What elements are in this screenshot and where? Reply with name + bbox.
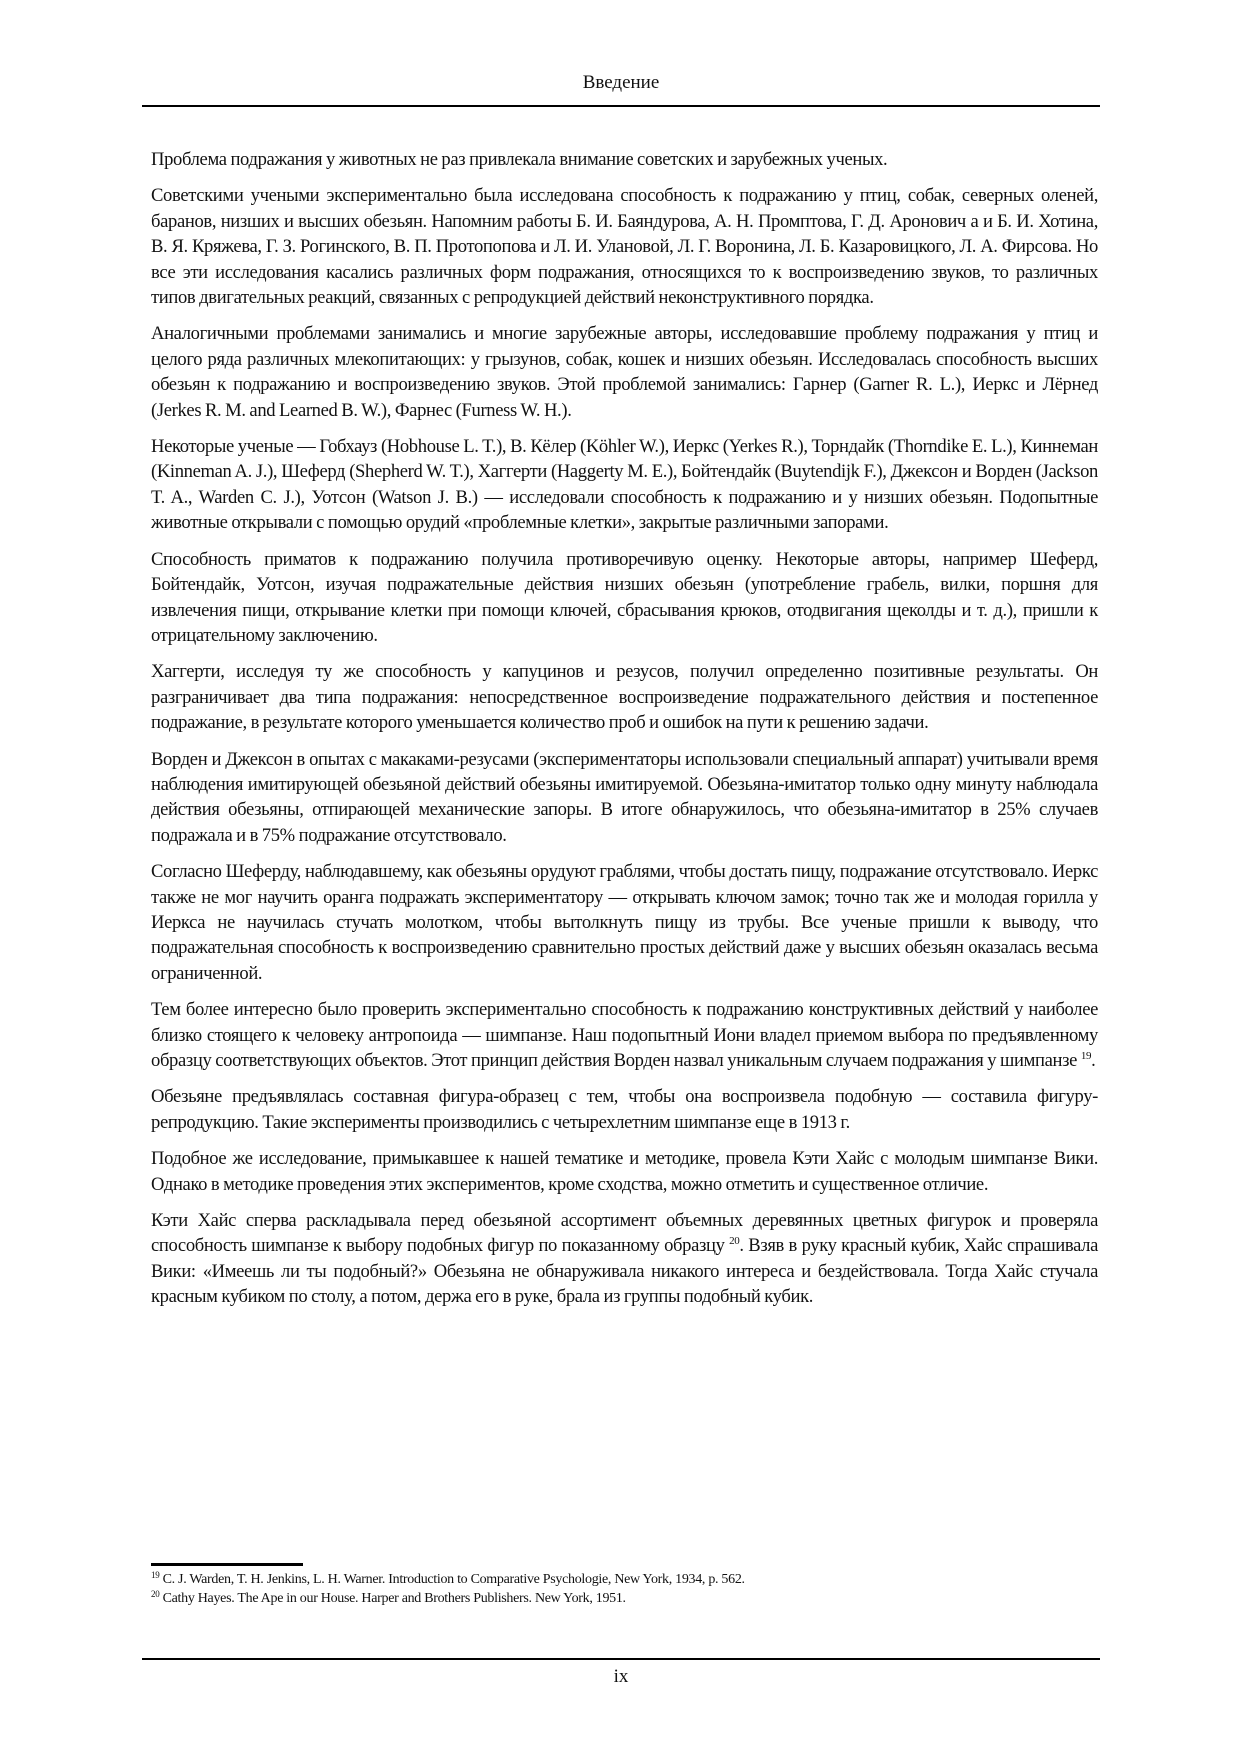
paragraph-text: Обезьяне предъявлялась составная фигура-образец с тем, чтобы она воспроизвела подобную — составила фигуру-репродукцию. Такие эксперименты производились с четырехлетним шимпанзе еще в 1913 г.: [151, 1086, 1098, 1133]
footnote-ref[interactable]: 19: [1080, 1050, 1092, 1062]
paragraph: [151, 1146, 1098, 1197]
paragraph-text: Тем более интересно было проверить экспериментально способность к подражанию конструктивных действий у наиболее близко стоящего к человеку антропоида — шимпанзе. Наш подопытный Иони владел приемом выбора по предъявленному образцу соответствующих объектов. Этот принцип действия Ворден назвал уникальным случаем подражания у шимпанзе: [151, 999, 1098, 1071]
paragraph: [151, 321, 1098, 423]
paragraph-text: Некоторые ученые — Гобхауз (Hobhouse L. T.), В. Кёлер (Köhler W.), Иеркс (Yerkes R.), Торндайк (Thorndike E. L.), Киннеман (Kinneman A. J.), Шеферд (Shepherd W. T.), Хаггерти (Haggerty M. E.), Бойтендайк (Buytendijk F.), Джексон и Ворден (Jackson T. A., Warden C. J.), Уотсон (Watson J. B.) — исследовали способность к подражанию и у низших обезьян. Подопытные животные открывали с помощью орудий «проблемные клетки», закрытые различными запорами.: [151, 436, 1098, 534]
header-rule: [142, 105, 1100, 107]
paragraph: [151, 997, 1098, 1073]
paragraph: [151, 547, 1098, 649]
paragraph-text: Согласно Шеферду, наблюдавшему, как обезьяны орудуют граблями, чтобы достать пищу, подражание отсутствовало. Иеркс также не мог научить оранга подражать экспериментатору — открывать ключом замок; точно так же и молодая горилла у Иеркса не научилась стучать молотком, чтобы вытолкнуть пищу из трубы. Все ученые пришли к выводу, что подражательная способность к воспроизведению сравнительно простых действий даже у высших обезьян оказалась весьма ограниченной.: [151, 861, 1098, 984]
paragraph-text-continued: .: [1091, 1050, 1096, 1071]
paragraph: [151, 859, 1098, 986]
paragraph-text: Подобное же исследование, примыкавшее к нашей тематике и методике, провела Кэти Хайс с молодым шимпанзе Вики. Однако в методике проведения этих экспериментов, кроме сходства, можно отметить и существенное отличие.: [151, 1148, 1098, 1195]
page-number: ix: [613, 1666, 629, 1687]
footnote-number: 19: [151, 1570, 160, 1580]
paragraph-text-continued: . Взяв в руку красный кубик, Хайс спрашивала Вики: «Имеешь ли ты подобный?» Обезьяна не обнаруживала никакого интереса и бездействовала. Тогда Хайс стучала красным кубиком по столу, а потом, держа его в руке, брала из группы подобный кубик.: [151, 1235, 1098, 1308]
footer-rule: [142, 1658, 1100, 1660]
paragraph-text: Советскими учеными экспериментально была исследована способность к подражанию у птиц, собак, северных оленей, баранов, низших и высших обезьян. Напомним работы Б. И. Баяндурова, А. Н. Промптова, Г. Д. Аронович а и Б. И. Хотина, В. Я. Кряжева, Г. З. Рогинского, В. П. Протопопова и Л. И. Улановой, Л. Г. Воронина, Л. Б. Казаровицкого, Л. А. Фирсова. Но все эти исследования касались различных форм подражания, относящихся то к воспроизведению звуков, то различных типов двигательных реакций, связанных с репродукцией действий неконструктивного порядка.: [151, 185, 1098, 309]
paragraph: [151, 183, 1098, 310]
footnote: [151, 1570, 745, 1589]
paragraph: [151, 659, 1098, 735]
paragraph-text: Хаггерти, исследуя ту же способность у капуцинов и резусов, получил определенно позитивные результаты. Он разграничивает два типа подражания: непосредственное воспроизведение подражательного действия и постепенное подражание, в результате которого уменьшается количество проб и ошибок на пути к решению задачи.: [151, 661, 1098, 734]
footnotes: [151, 1570, 745, 1608]
paragraph: [151, 1084, 1098, 1135]
paragraph-text: Ворден и Джексон в опытах с макаками-резусами (экспериментаторы использовали специальный аппарат) учитывали время наблюдения имитирующей обезьяной действий обезьяны имитируемой. Обезьяна-имитатор только одну минуту наблюдала действия обезьяны, отпирающей механические запоры. В итоге обнаружилось, что обезьяна-имитатор в 25% случаев подражала и в 75% подражание отсутствовало.: [151, 748, 1098, 846]
paragraph-text: Кэти Хайс сперва раскладывала перед обезьяной ассортимент объемных деревянных цветных фигурок и проверяла способность шимпанзе к выбору подобных фигур по показанному образцу: [151, 1210, 1098, 1257]
paragraph: [151, 434, 1098, 536]
footnote-text: Cathy Hayes. The Ape in our House. Harper and Brothers Publishers. New York, 1951.: [162, 1591, 626, 1606]
footnote-rule: [151, 1563, 303, 1566]
paragraph-text: Аналогичными проблемами занимались и многие зарубежные авторы, исследовавшие проблему подражания у птиц и целого ряда различных млекопитающих: у грызунов, собак, кошек и низших обезьян. Исследовалась способность высших обезьян к подражанию и воспроизведению звуков. Этой проблемой занимались: Гарнер (Garner R. L.), Иеркс и Лёрнед (Jerkes R. M. and Learned B. W.), Фарнес (Furness W. H.).: [151, 323, 1098, 421]
body-text: [151, 147, 1098, 1321]
footnote-text: C. J. Warden, T. H. Jenkins, L. H. Warner. Introduction to Comparative Psychologie, New York, 1934, p. 562.: [162, 1572, 745, 1587]
paragraph-text: Проблема подражания у животных не раз привлекала внимание советских и зарубежных ученых.: [151, 149, 888, 170]
footnote-ref[interactable]: 20: [729, 1235, 740, 1248]
paragraph: [151, 1208, 1098, 1310]
running-head: Введение: [582, 72, 660, 93]
paragraph-text: Способность приматов к подражанию получила противоречивую оценку. Некоторые авторы, например Шеферд, Бойтендайк, Уотсон, изучая подражательные действия низших обезьян (употребление грабель, вилки, поршня для извлечения пищи, открывание клетки при помощи ключей, сбрасывания крюков, отодвигания щеколды и т. д.), пришли к отрицательному заключению.: [151, 548, 1098, 646]
footnote: [151, 1589, 745, 1608]
footnote-number: 20: [151, 1589, 160, 1599]
paragraph: [151, 147, 1098, 172]
paragraph: [151, 747, 1098, 849]
